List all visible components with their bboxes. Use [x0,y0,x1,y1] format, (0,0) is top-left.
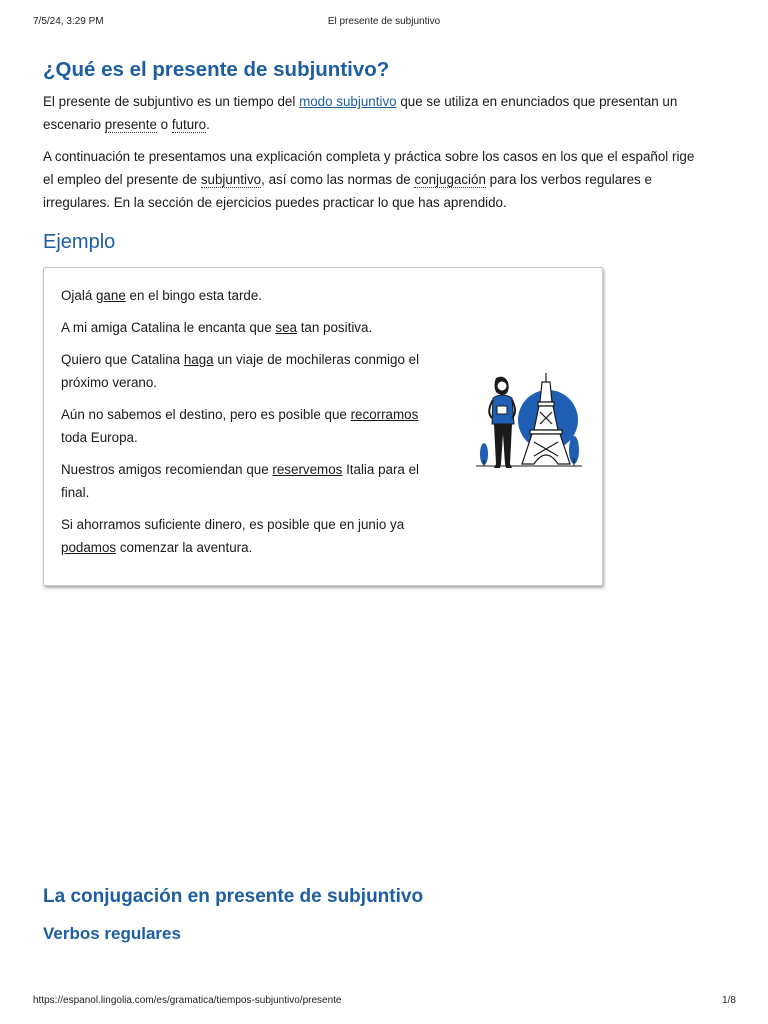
print-footer [0,995,768,1009]
example-verb: reservemos [272,462,343,477]
example-sentences [61,284,441,568]
example-sentence: Quiero que Catalina haga un viaje de mochileras conmigo el próximo verano. [61,352,420,390]
term-subjuntivo[interactable]: subjuntivo [200,172,262,187]
print-datetime: 7/5/24, 3:29 PM [33,16,104,27]
modo-subjuntivo-link[interactable]: modo subjuntivo [299,94,397,109]
example-verb: podamos [61,540,117,555]
example-heading: Ejemplo [43,231,116,253]
section-title: La conjugación en presente de subjuntivo [43,886,424,907]
page-number: 1/8 [722,995,736,1006]
example-verb: haga [183,352,214,367]
example-verb: sea [275,320,297,335]
subsection-title: Verbos regulares [43,924,181,943]
page-title: ¿Qué es el presente de subjuntivo? [43,58,390,81]
example-verb: gane [95,288,126,303]
example-verb: recorramos [350,407,419,422]
intro-paragraph: El presente de subjuntivo es un tiempo del modo subjuntivo que se utiliza en enunciados que presentan un escenario presente o futuro. [43,94,678,132]
example-sentence: Aún no sabemos el destino, pero es posible que recorramos toda Europa. [61,407,419,445]
example-sentence: Si ahorramos suficiente dinero, es posible que en junio ya podamos comenzar la aventura. [61,517,405,555]
print-page-title: El presente de subjuntivo [327,16,441,27]
example-sentence: Ojalá gane en el bingo esta tarde. [61,288,263,303]
second-paragraph: A continuación te presentamos una explicación completa y práctica sobre los casos en los que el español rige el empleo del presente de subjuntivo, así como las normas de conjugación para los verbos regulares e irregulares. En la sección de ejercicios puedes practicar lo que has aprendido. [43,149,695,210]
term-presente[interactable]: presente [104,117,157,132]
term-futuro[interactable]: futuro [171,117,207,132]
print-header [0,16,768,30]
print-url: https://espanol.lingolia.com/es/gramatica/tiempos-subjuntivo/presente [33,995,342,1006]
example-sentence: A mi amiga Catalina le encanta que sea tan positiva. [61,320,373,335]
example-sentence: Nuestros amigos recomiendan que reservemos Italia para el final. [61,462,420,500]
example-box [43,267,603,586]
term-conjugacion[interactable]: conjugación [414,172,486,187]
article-content [43,56,703,214]
traveler-eiffel-tower-illustration [466,368,586,488]
